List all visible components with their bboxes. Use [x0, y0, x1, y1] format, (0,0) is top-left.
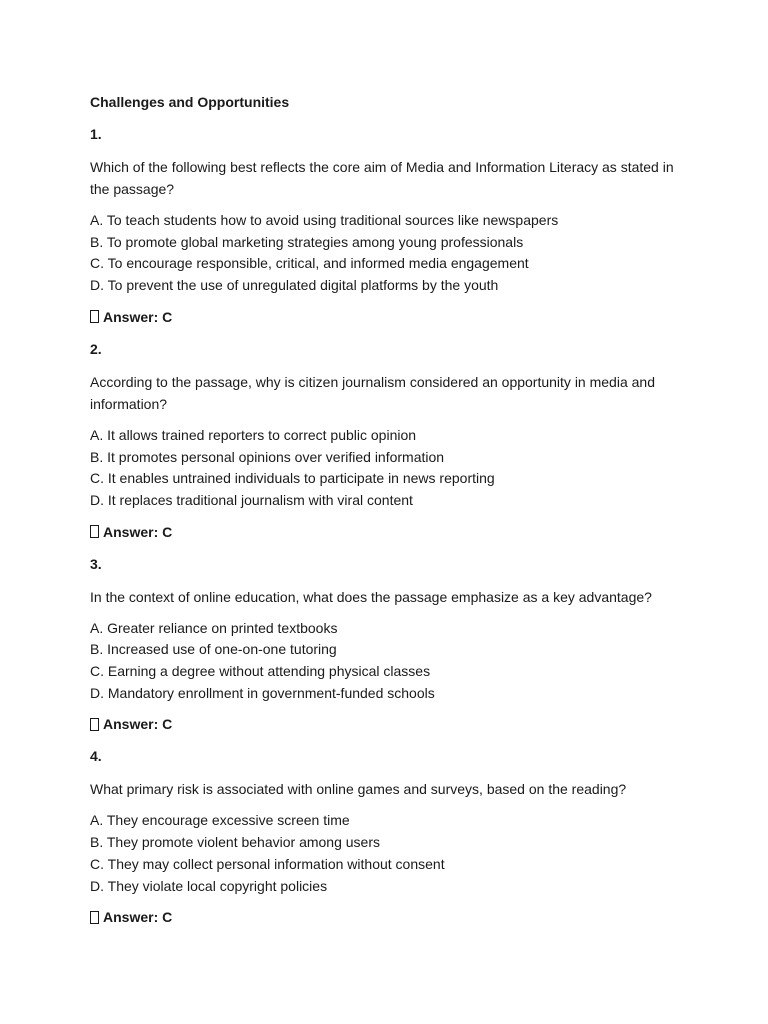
question-number: 4. [90, 748, 102, 765]
question-text: According to the passage, why is citizen journalism considered an opportunity in media and information? [90, 373, 655, 412]
option-d: D. They violate local copyright policies [90, 877, 328, 894]
question-3 [90, 554, 690, 735]
answer-line [90, 907, 690, 927]
option-list [90, 810, 690, 897]
question-4 [90, 746, 690, 927]
option-b: B. Increased use of one-on-one tutoring [90, 641, 337, 658]
option-b: B. It promotes personal opinions over verified information [90, 448, 445, 465]
option-d: D. Mandatory enrollment in government-funded schools [90, 684, 435, 701]
option-b: B. To promote global marketing strategies among young professionals [90, 233, 524, 250]
option-a: A. They encourage excessive screen time [90, 812, 350, 829]
missing-glyph-icon [90, 911, 99, 924]
question-text: Which of the following best reflects the core aim of Media and Information Literacy as stated in the passage? [90, 159, 674, 197]
option-c: C. To encourage responsible, critical, and informed media engagement [90, 255, 529, 272]
option-list [90, 210, 690, 297]
answer-text: Answer: C [103, 909, 173, 926]
missing-glyph-icon [90, 718, 99, 731]
missing-glyph-icon [90, 310, 99, 323]
missing-glyph-icon [90, 525, 99, 538]
option-a: A. Greater reliance on printed textbooks [90, 619, 338, 636]
answer-line [90, 522, 690, 542]
question-number: 1. [90, 126, 102, 142]
answer-text: Answer: C [103, 716, 173, 733]
question-1 [90, 124, 690, 327]
option-list [90, 425, 690, 512]
question-number: 2. [90, 340, 102, 357]
option-c: C. They may collect personal information without consent [90, 855, 445, 872]
document-title: Challenges and Opportunities [90, 94, 290, 110]
option-d: D. To prevent the use of unregulated digital platforms by the youth [90, 277, 499, 294]
option-d: D. It replaces traditional journalism with viral content [90, 491, 413, 508]
option-b: B. They promote violent behavior among users [90, 834, 381, 851]
answer-line [90, 307, 690, 327]
question-2 [90, 339, 690, 542]
question-number: 3. [90, 555, 102, 572]
answer-text: Answer: C [103, 308, 173, 325]
document-page [90, 92, 690, 939]
option-a: A. It allows trained reporters to correct public opinion [90, 426, 417, 443]
option-list [90, 618, 690, 705]
option-c: C. Earning a degree without attending physical classes [90, 663, 431, 680]
question-text: In the context of online education, what does the passage emphasize as a key advantage? [90, 588, 652, 605]
option-c: C. It enables untrained individuals to participate in news reporting [90, 470, 495, 487]
option-a: A. To teach students how to avoid using traditional sources like newspapers [90, 212, 559, 228]
answer-text: Answer: C [103, 523, 173, 540]
question-text: What primary risk is associated with online games and surveys, based on the reading? [90, 781, 627, 798]
answer-line [90, 714, 690, 734]
